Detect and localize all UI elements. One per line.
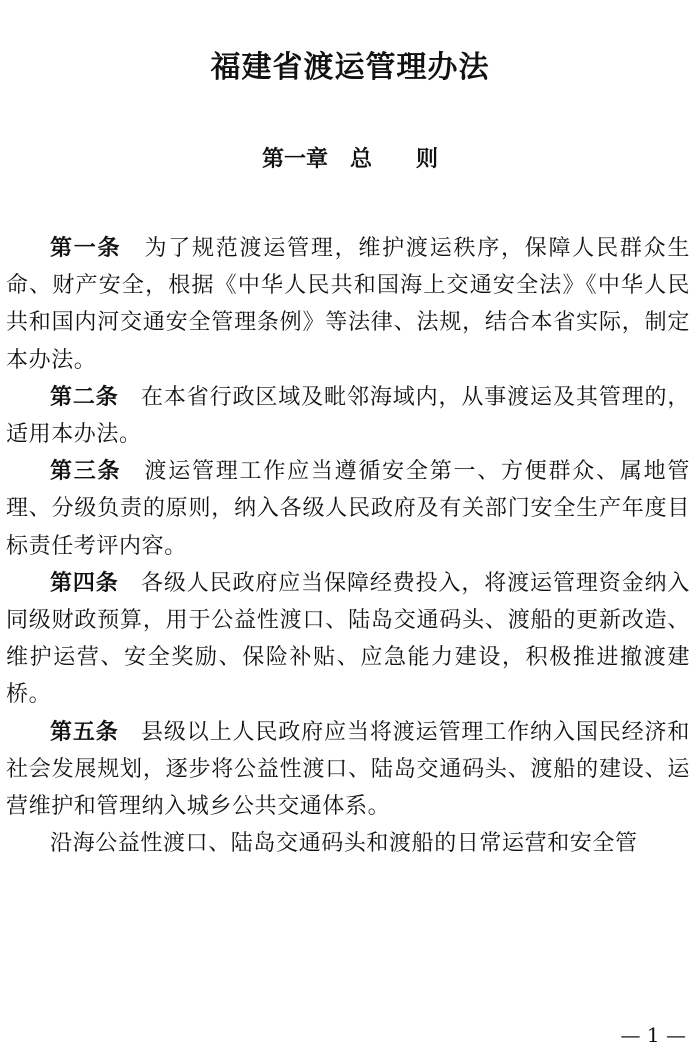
chapter-heading: 第一章 总 则	[261, 147, 438, 172]
article-label: 第五条	[50, 719, 119, 745]
article-text: 县级以上人民政府应当将渡运管理工作纳入国民经济和社会发展规划，逐步将公益性渡口、陆岛交通码头、渡船的建设、运营维护和管理纳入城乡公共交通体系。	[6, 719, 690, 820]
article-text: 各级人民政府应当保障经费投入，将渡运管理资金纳入同级财政预算，用于公益性渡口、陆岛交通码头、渡船的更新改造、维护运营、安全奖励、保险补贴、应急能力建设，积极推进撤渡建桥。	[6, 570, 690, 708]
article-2	[6, 379, 690, 453]
article-3	[6, 453, 690, 565]
page-number: — 1 —	[620, 1023, 686, 1047]
article-label: 第一条	[50, 236, 122, 261]
document-body	[6, 230, 690, 862]
article-text: 渡运管理工作应当遵循安全第一、方便群众、属地管理、分级负责的原则，纳入各级人民政府及有关部门安全生产年度目标责任考评内容。	[6, 459, 690, 559]
continuation-paragraph: 沿海公益性渡口、陆岛交通码头和渡船的日常运营和安全管	[50, 831, 638, 857]
article-5	[6, 714, 690, 826]
document-title: 福建省渡运管理办法	[210, 50, 490, 85]
article-4	[6, 565, 690, 714]
article-text: 为了规范渡运管理，维护渡运秩序，保障人民群众生命、财产安全，根据《中华人民共和国海上交通安全法》《中华人民共和国内河交通安全管理条例》等法律、法规，结合本省实际，制定本办法。	[6, 236, 690, 373]
article-label: 第四条	[50, 570, 119, 596]
article-label: 第二条	[50, 384, 119, 410]
article-label: 第三条	[50, 459, 122, 485]
article-1	[6, 230, 690, 379]
article-text: 在本省行政区域及毗邻海域内，从事渡运及其管理的，适用本办法。	[6, 384, 690, 448]
